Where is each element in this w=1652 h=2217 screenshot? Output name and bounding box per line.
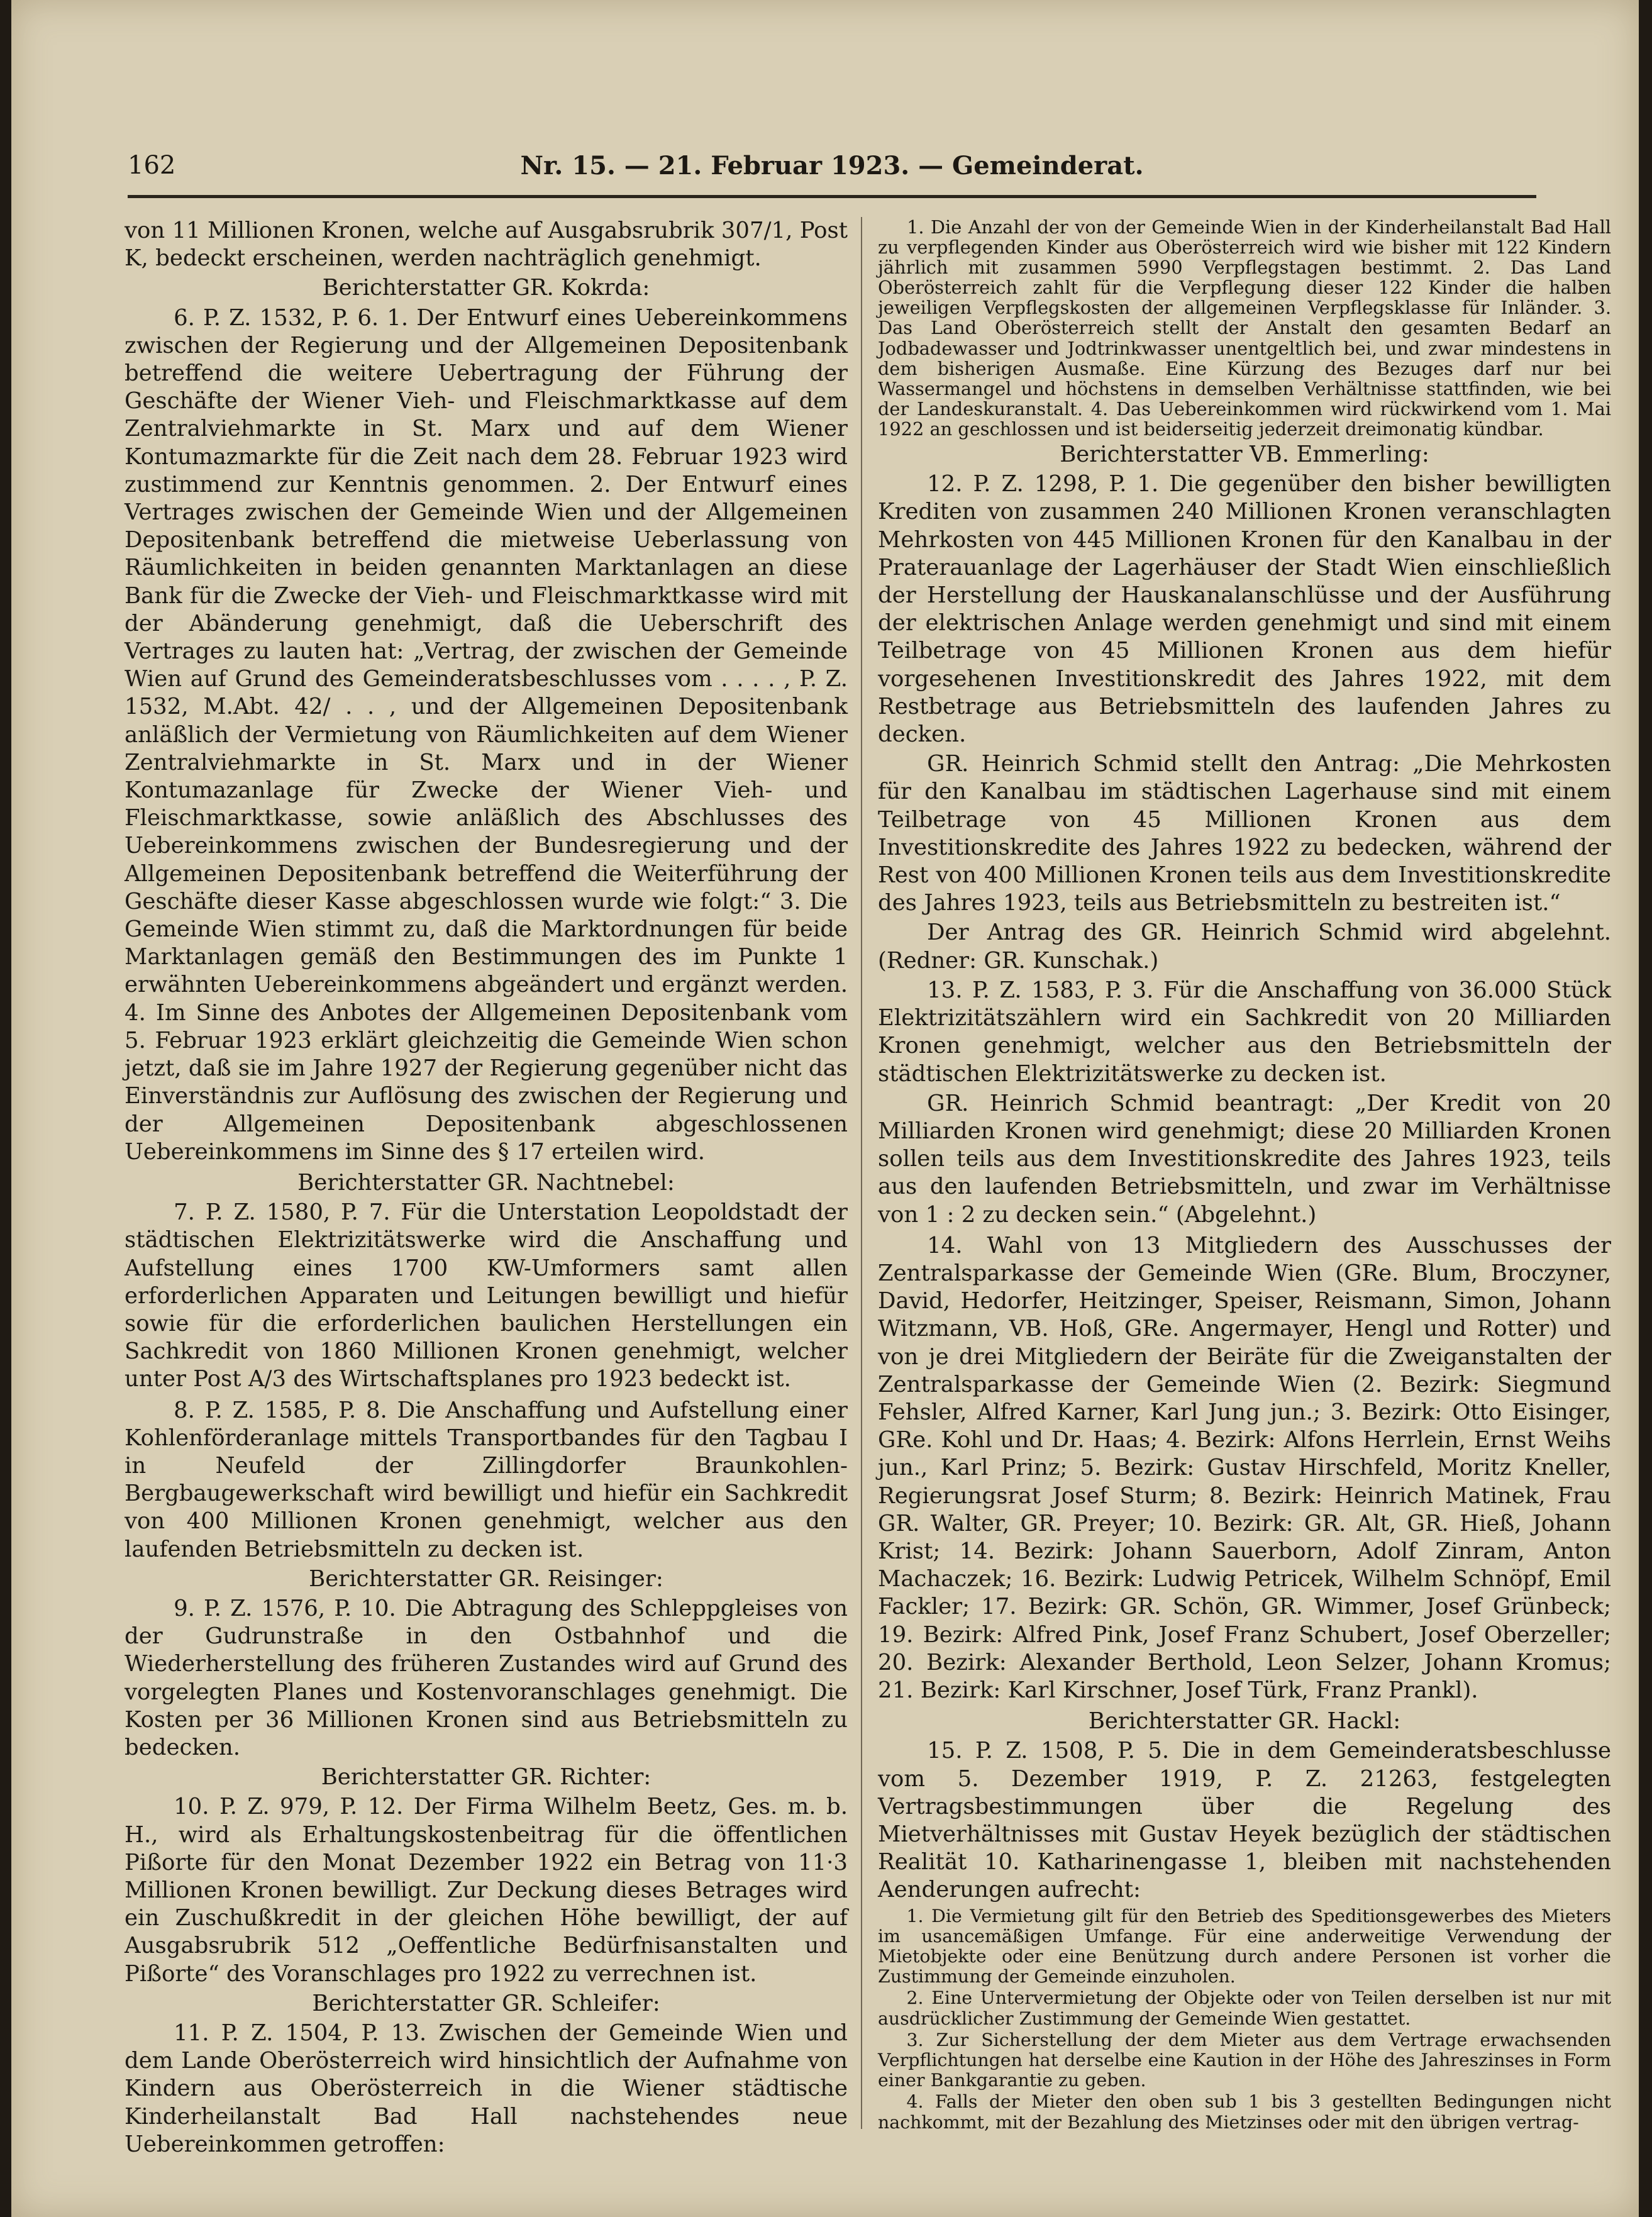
right-column bbox=[878, 216, 1611, 2133]
agenda-item-8: 8. P. Z. 1585, P. 8. Die Anschaffung und Aufstellung einer Kohlenförderanlage mittels Transportbandes für den Tagbau I in Neufeld der Zillingdorfer Braunkohlen-Bergbaugewerkschaft wird bewilligt und hiefür ein Sachkredit von 400 Millionen Kronen genehmigt, welcher aus den laufenden Betriebsmitteln zu decken ist. bbox=[125, 1397, 848, 1562]
reporter-heading: Berichterstatter VB. Emmerling: bbox=[1060, 442, 1429, 468]
reporter-heading: Berichterstatter GR. Hackl: bbox=[1088, 1708, 1401, 1735]
page-header bbox=[121, 151, 1543, 189]
left-column bbox=[125, 217, 848, 2157]
agenda-item-6: 6. P. Z. 1532, P. 6. 1. Der Entwurf eines Uebereinkommens zwischen der Regierung und der Allgemeinen Depositenbank betreffend die weitere Uebertragung der Führung der Geschäfte der Wiener Vieh- und Fleischmarktkasse auf dem Zentralviehmarkte in St. Marx und auf dem Wiener Kontumazmarkte für die Zeit nach dem 28. Februar 1923 wird zustimmend zur Kenntnis genommen. 2. Der Entwurf eines Vertrages zwischen der Gemeinde Wien und der Allgemeinen Depositenbank betreffend die mietweise Ueberlassung von Räumlichkeiten in beiden genannten Marktanlagen an diese Bank für die Zwecke der Vieh- und Fleischmarktkasse wird mit der Abänderung genehmigt, daß die Ueberschrift des Vertrages zu lauten hat: „Vertrag, der zwischen der Gemeinde Wien auf Grund des Gemeinderatsbeschlusses vom . . . . , P. Z. 1532, M.Abt. 42/ . . , und der Allgemeinen Depositenbank anläßlich der Vermietung von Räumlichkeiten auf dem Wiener Zentralviehmarkte in St. Marx und in der Wiener Kontumazanlage für Zwecke der Wiener Vieh- und Fleischmarktkasse, sowie anläßlich des Abschlusses des Uebereinkommens zwischen der Bundesregierung und der Allgemeinen Depositenbank betreffend die Weiterführung der Geschäfte dieser Kasse abgeschlossen wurde wie folgt:“ 3. Die Gemeinde Wien stimmt zu, daß die Marktordnungen für beide Marktanlagen gemäß den Bestimmungen des im Punkte 1 erwähnten Uebereinkommens abgeändert und ergänzt werden. 4. Im Sinne des Anbotes der Allgemeinen Depositenbank vom 5. Februar 1923 erklärt gleichzeitig die Gemeinde Wien schon jetzt, daß sie im Jahre 1927 der Regierung gegenüber nicht das Einverständnis zur Auflösung des zwischen der Regierung und der Allgemeinen Depositenbank abgeschlossenen Uebereinkommens im Sinne des § 17 erteilen wird. bbox=[125, 304, 848, 1165]
agenda-item-7: 7. P. Z. 1580, P. 7. Für die Unterstation Leopoldstadt der städtischen Elektrizitätswerke wird die Anschaffung und Aufstellung eines 1700 KW-Umformers samt allen erforderlichen Apparaten und Leitungen bewilligt und hiefür sowie für die erforderlichen baulichen Herstellungen ein Sachkredit von 1860 Millionen Kronen genehmigt, welcher unter Post A/3 des Wirtschaftsplanes pro 1923 bedeckt ist. bbox=[125, 1199, 848, 1392]
motion-paragraph: GR. Heinrich Schmid stellt den Antrag: „Die Mehrkosten für den Kanalbau im städtischen Lagerhause sind mit einem Teilbetrage von 45 Millionen Kronen aus dem Investitionskredite des Jahres 1922 zu bedecken, während der Rest von 400 Millionen Kronen teils aus dem Investitionskredite des Jahres 1923, teils aus Betriebsmitteln zu bestreiten ist.“ bbox=[878, 751, 1611, 916]
lease-term: 3. Zur Sicherstellung der dem Mieter aus dem Vertrage erwachsenden Verpflichtungen hat derselbe eine Kaution in der Höhe des Jahreszinses in Form einer Bankgarantie zu geben. bbox=[878, 2029, 1611, 2091]
lease-term: 1. Die Vermietung gilt für den Betrieb des Speditionsgewerbes des Mieters im usancemäßigen Umfange. Für eine anderweitige Verwendung der Mietobjekte oder eine Benützung durch andere Personen ist vorher die Zustimmung der Gemeinde einzuholen. bbox=[878, 1905, 1611, 1987]
motion-paragraph: GR. Heinrich Schmid beantragt: „Der Kredit von 20 Milliarden Kronen wird genehmigt; diese 20 Milliarden Kronen sollen teils aus dem Investitionskredite des Jahres 1923, teils aus den laufenden Betriebsmitteln, und zwar im Verhältnisse von 1 : 2 zu decken sein.“ (Abgelehnt.) bbox=[878, 1090, 1611, 1228]
page-title: Nr. 15. — 21. Februar 1923. — Gemeinderat. bbox=[520, 151, 1144, 181]
lease-term: 2. Eine Untervermietung der Objekte oder von Teilen derselben ist nur mit ausdrücklicher Zustimmung der Gemeinde Wien gestattet. bbox=[878, 1987, 1611, 2029]
agenda-item-15: 15. P. Z. 1508, P. 5. Die in dem Gemeinderatsbeschlusse vom 5. Dezember 1919, P. Z. 21263, festgelegten Vertragsbestimmungen über die Regelung des Mietverhältnisses mit Gustav Heyek bezüglich der städtischen Realität 10. Katharinengasse 1, bleiben mit nachstehenden Aenderungen aufrecht: bbox=[878, 1738, 1611, 1903]
agenda-item-14: 14. Wahl von 13 Mitgliedern des Ausschusses der Zentralsparkasse der Gemeinde Wien (GRe. Blum, Broczyner, David, Hedorfer, Heitzinger, Speiser, Reismann, Simon, Johann Witzmann, VB. Hoß, GRe. Angermayer, Hengl und Rotter) und von je drei Mitgliedern der Beiräte für die Zweiganstalten der Zentralsparkasse der Gemeinde Wien (2. Bezirk: Siegmund Fehsler, Alfred Karner, Karl Jung jun.; 3. Bezirk: Otto Eisinger, GRe. Kohl und Dr. Haas; 4. Bezirk: Alfons Herrlein, Ernst Weihs jun., Karl Prinz; 5. Bezirk: Gustav Hirschfeld, Moritz Kneller, Regierungsrat Josef Sturm; 8. Bezirk: Heinrich Matinek, Frau GR. Walter, GR. Preyer; 10. Bezirk: GR. Alt, GR. Hieß, Johann Krist; 14. Bezirk: Johann Sauerborn, Adolf Zinram, Anton Machaczek; 16. Bezirk: Ludwig Petricek, Wilhelm Schnöpf, Emil Fackler; 17. Bezirk: GR. Schön, GR. Wimmer, Josef Grünbeck; 19. Bezirk: Alfred Pink, Josef Franz Schubert, Josef Oberzeller; 20. Bezirk: Alexander Berthold, Leon Selzer, Johann Kromus; 21. Bezirk: Karl Kirschner, Josef Türk, Franz Prankl). bbox=[878, 1232, 1611, 1703]
agenda-item-11: 11. P. Z. 1504, P. 13. Zwischen der Gemeinde Wien und dem Lande Oberösterreich wird hinsichtlich der Aufnahme von Kindern aus Oberösterreich in die Wiener städtische Kinderheilanstalt Bad Hall nachstehendes neue Uebereinkommen getroffen: bbox=[125, 2020, 848, 2157]
lease-term: 4. Falls der Mieter den oben sub 1 bis 3 gestellten Bedingungen nicht nachkommt, mit der Bezahlung des Mietzinses oder mit den übrigen vertrag- bbox=[878, 2091, 1611, 2133]
reporter-heading: Berichterstatter GR. Reisinger: bbox=[309, 1565, 663, 1592]
reporter-heading: Berichterstatter GR. Nachtnebel: bbox=[297, 1169, 675, 1196]
newspaper-page bbox=[11, 0, 1639, 2217]
reporter-heading: Berichterstatter GR. Kokrda: bbox=[322, 275, 650, 301]
agenda-item-10: 10. P. Z. 979, P. 12. Der Firma Wilhelm Beetz, Ges. m. b. H., wird als Erhaltungskostenbeitrag für die öffentlichen Pißorte für den Monat Dezember 1922 ein Betrag von 11·3 Millionen Kronen bewilligt. Zur Deckung dieses Betrages wird ein Zuschußkredit in der gleichen Höhe bewilligt, der auf Ausgabsrubrik 512 „Oeffentliche Bedürfnisanstalten und Pißorte“ des Voranschlages pro 1922 zu verrechnen ist. bbox=[125, 1794, 848, 1987]
agenda-item-12: 12. P. Z. 1298, P. 1. Die gegenüber den bisher bewilligten Krediten von zusammen 240 Millionen Kronen veranschlagten Mehrkosten von 445 Millionen Kronen für den Kanalbau in der Praterauanlage der Lagerhäuser der Stadt Wien einschließlich der Herstellung der Hauskanalanschlüsse und der Ausführung der elektrischen Anlage werden genehmigt und sind mit einem Teilbetrage von 45 Millionen Kronen aus dem hiefür vorgesehenen Investitionskredit des Jahres 1922, mit dem Restbetrage aus Betriebsmitteln des laufenden Jahres zu decken. bbox=[878, 471, 1611, 748]
agreement-terms: 1. Die Anzahl der von der Gemeinde Wien in der Kinderheilanstalt Bad Hall zu verpflegenden Kinder aus Oberösterreich wird wie bisher mit 122 Kindern jährlich mit zusammen 5990 Verpflegstagen bestimmt. 2. Das Land Oberösterreich zahlt für die Verpflegung dieser 122 Kinder die halben jeweiligen Verpflegskosten der allgemeinen Verpflegsklasse für Inländer. 3. Das Land Oberösterreich stellt der Anstalt den gesamten Bedarf an Jodbadewasser und Jodtrinkwasser unentgeltlich bei, und zwar mindestens in dem bisherigen Ausmaße. Eine Kürzung des Bezuges darf nur bei Wassermangel und höchstens in demselben Verhältnisse stattfinden, wie bei der Landeskuranstalt. 4. Das Uebereinkommen wird rückwirkend vom 1. Mai 1922 an geschlossen und ist beiderseitig jederzeit dreimonatig kündbar. bbox=[878, 216, 1611, 440]
agenda-item-9: 9. P. Z. 1576, P. 10. Die Abtragung des Schleppgleises von der Gudrunstraße in den Ostbahnhof und die Wiederherstellung des früheren Zustandes wird auf Grund des vorgelegten Planes und Kostenvoranschlages genehmigt. Die Kosten per 36 Millionen Kronen sind aus Betriebsmitteln zu bedecken. bbox=[125, 1595, 848, 1760]
column-divider bbox=[861, 217, 862, 2129]
paragraph-continuation: von 11 Millionen Kronen, welche auf Ausgabsrubrik 307/1, Post K, bedeckt erscheinen, werden nachträglich genehmigt. bbox=[125, 218, 848, 272]
reporter-heading: Berichterstatter GR. Schleifer: bbox=[312, 1990, 660, 2016]
agenda-item-13: 13. P. Z. 1583, P. 3. Für die Anschaffung von 36.000 Stück Elektrizitätszählern wird ein Sachkredit von 20 Milliarden Kronen genehmigt, welcher aus den Betriebsmitteln der städtischen Elektrizitätswerke zu decken ist. bbox=[878, 977, 1611, 1087]
motion-result: Der Antrag des GR. Heinrich Schmid wird abgelehnt. (Redner: GR. Kunschak.) bbox=[878, 920, 1611, 974]
reporter-heading: Berichterstatter GR. Richter: bbox=[321, 1764, 651, 1791]
page-number: 162 bbox=[128, 151, 176, 180]
header-rule bbox=[128, 195, 1536, 198]
